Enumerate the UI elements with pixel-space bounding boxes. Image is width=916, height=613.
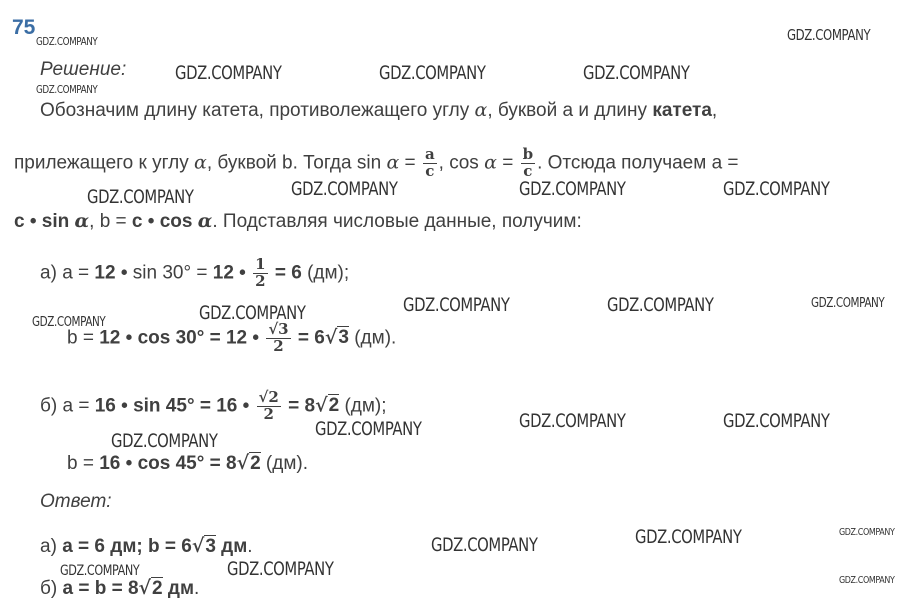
watermark: GDZ.COMPANY: [403, 294, 510, 316]
para-line-2: прилежащего к углу α, буквой b. Тогда sin α = $\frac{a}{c}$ , cos α = $\frac{b}{c}$ . Отсюда получаем a =: [14, 145, 739, 180]
fraction-a-over-c: $\frac{a}{c}$: [424, 145, 435, 180]
watermark: GDZ.COMPANY: [787, 26, 871, 44]
answer-label: Ответ:: [40, 491, 112, 512]
alpha-symbol: α: [484, 151, 497, 174]
watermark: GDZ.COMPANY: [379, 62, 486, 84]
alpha-symbol: α: [386, 151, 400, 174]
watermark: GDZ.COMPANY: [811, 296, 885, 311]
watermark: GDZ.COMPANY: [36, 35, 98, 48]
sqrt-symbol: √: [324, 326, 338, 349]
watermark: GDZ.COMPANY: [583, 62, 690, 84]
fraction-one-half: $\frac{1}{2}$: [255, 255, 266, 290]
watermark: GDZ.COMPANY: [839, 575, 895, 586]
watermark: GDZ.COMPANY: [291, 178, 398, 200]
watermark: GDZ.COMPANY: [36, 83, 98, 96]
solution-label: Решение:: [40, 59, 127, 80]
alpha-symbol: α: [474, 99, 488, 121]
alpha-symbol: α: [197, 210, 213, 232]
sqrt-symbol: √: [236, 452, 250, 474]
watermark: GDZ.COMPANY: [227, 558, 334, 580]
watermark: GDZ.COMPANY: [839, 527, 895, 538]
part-b-line-2: b = 16 • cos 45° = 8√2 (дм).: [67, 452, 309, 474]
watermark: GDZ.COMPANY: [111, 430, 218, 452]
part-a-line-2: b = 12 • cos 30° = 12 • $\frac{√3}{2}$ = 6√3 (дм).: [67, 320, 397, 355]
watermark: GDZ.COMPANY: [431, 534, 538, 556]
para-line-1: Обозначим длину катета, противолежащего углу α, буквой а и длину катета,: [40, 99, 718, 121]
fraction-b-over-c: $\frac{b}{c}$: [522, 145, 534, 180]
alpha-symbol: α: [74, 210, 90, 232]
sqrt-symbol: √: [191, 535, 205, 557]
watermark: GDZ.COMPANY: [60, 563, 140, 579]
watermark: GDZ.COMPANY: [315, 418, 422, 440]
watermark: GDZ.COMPANY: [723, 178, 830, 200]
watermark: GDZ.COMPANY: [519, 410, 626, 432]
watermark: GDZ.COMPANY: [607, 294, 714, 316]
part-a-line-1: а) a = 12 • sin 30° = 12 • $\frac{1}{2}$ = 6 (дм);: [40, 255, 350, 290]
watermark: GDZ.COMPANY: [175, 62, 282, 84]
answer-b-line: б) a = b = 8√2 дм.: [40, 577, 200, 599]
watermark: GDZ.COMPANY: [199, 302, 306, 324]
sqrt-symbol: √: [138, 577, 152, 599]
answer-a-line: а) a = 6 дм; b = 6√3 дм.: [40, 535, 253, 557]
part-b-line-1: б) a = 16 • sin 45° = 16 • $\frac{√2}{2}$ = 8√2 (дм);: [40, 388, 387, 423]
problem-number: 75: [12, 16, 36, 39]
sqrt-symbol: √: [315, 394, 328, 417]
watermark: GDZ.COMPANY: [32, 315, 106, 330]
watermark: GDZ.COMPANY: [87, 186, 194, 208]
watermark: GDZ.COMPANY: [635, 526, 742, 548]
watermark: GDZ.COMPANY: [519, 178, 626, 200]
watermark: GDZ.COMPANY: [723, 410, 830, 432]
para-line-3: c • sin α, b = c • cos α. Подставляя числовые данные, получим:: [14, 210, 582, 232]
alpha-symbol: α: [194, 151, 207, 174]
fraction-sqrt3-over-2: $\frac{√3}{2}$: [268, 320, 289, 355]
fraction-sqrt2-over-2: $\frac{√2}{2}$: [258, 388, 279, 423]
